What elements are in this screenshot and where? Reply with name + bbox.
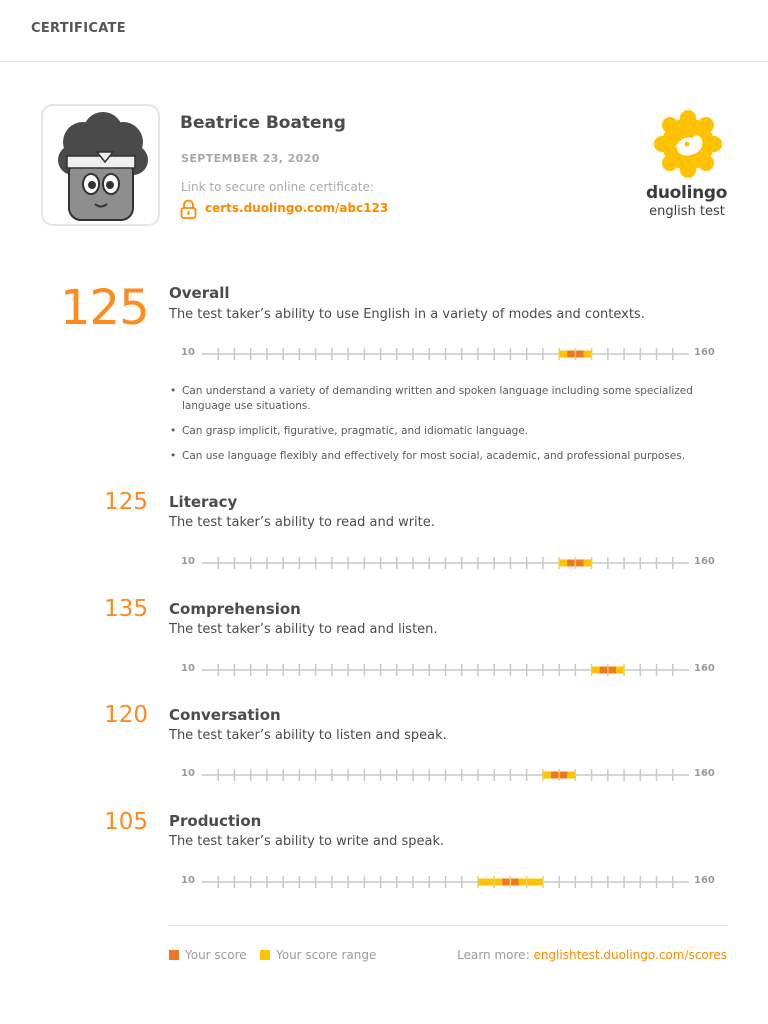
scale-max-label: 160 xyxy=(694,663,715,674)
literacy-score: 125 xyxy=(104,489,148,515)
scale-graphic xyxy=(181,660,721,680)
conversation-score-scale xyxy=(181,765,721,785)
comprehension-description: The test taker’s ability to read and listen. xyxy=(169,622,438,637)
your-score-swatch xyxy=(169,950,179,960)
scale-max-label: 160 xyxy=(694,768,715,779)
certificate-label: CERTIFICATE xyxy=(31,21,126,36)
overall-title: Overall xyxy=(169,284,230,302)
your-range-swatch xyxy=(260,950,270,960)
production-score: 105 xyxy=(104,809,148,835)
scale-min-label: 10 xyxy=(181,768,195,779)
lock-icon xyxy=(180,199,197,223)
duolingo-logo-icon xyxy=(654,110,722,178)
scale-min-label: 10 xyxy=(181,875,195,886)
descriptor-item: • Can use language flexibly and effectively for most social, academic, and professional purposes. xyxy=(170,449,730,464)
avatar xyxy=(41,104,160,226)
conversation-score: 120 xyxy=(104,702,148,728)
conversation-title: Conversation xyxy=(169,706,281,724)
descriptor-item: • Can grasp implicit, figurative, pragmatic, and idiomatic language. xyxy=(170,424,730,439)
top-bar xyxy=(0,0,768,62)
scale-graphic xyxy=(181,553,721,573)
comprehension-score-scale xyxy=(181,660,721,680)
literacy-title: Literacy xyxy=(169,493,238,511)
comprehension-title: Comprehension xyxy=(169,600,301,618)
footer-divider xyxy=(169,925,727,926)
production-description: The test taker’s ability to write and speak. xyxy=(169,834,445,849)
comprehension-score: 135 xyxy=(104,596,148,622)
scale-min-label: 10 xyxy=(181,556,195,567)
certificate-link-label: Link to secure online certificate: xyxy=(181,180,374,194)
scale-graphic xyxy=(181,872,721,892)
scale-graphic xyxy=(181,344,721,364)
scale-max-label: 160 xyxy=(694,556,715,567)
scale-min-label: 10 xyxy=(181,347,195,358)
candidate-name: Beatrice Boateng xyxy=(180,113,346,133)
learn-more-link[interactable]: englishtest.duolingo.com/scores xyxy=(533,948,727,962)
literacy-description: The test taker’s ability to read and write. xyxy=(169,515,435,530)
scale-max-label: 160 xyxy=(694,875,715,886)
learn-more-label: Learn more: xyxy=(457,948,530,962)
test-date: SEPTEMBER 23, 2020 xyxy=(181,152,320,165)
logo-subtitle: english test xyxy=(649,204,725,219)
scale-graphic xyxy=(181,765,721,785)
certificate-link[interactable]: certs.duolingo.com/abc123 xyxy=(205,201,389,215)
conversation-description: The test taker’s ability to listen and speak. xyxy=(169,728,447,743)
descriptor-item: • Can understand a variety of demanding written and spoken language including some specialized language use situations. xyxy=(170,384,730,414)
overall-score-scale xyxy=(181,344,721,364)
learn-more xyxy=(457,948,727,962)
overall-descriptors xyxy=(170,384,730,474)
overall-description: The test taker’s ability to use English in a variety of modes and contexts. xyxy=(169,307,645,322)
production-title: Production xyxy=(169,812,262,830)
legend-your-range: Your score range xyxy=(276,948,377,962)
legend-your-score: Your score xyxy=(185,948,247,962)
overall-score: 125 xyxy=(60,280,149,336)
logo-wordmark: duolingo xyxy=(646,183,728,203)
scale-max-label: 160 xyxy=(694,347,715,358)
literacy-score-scale xyxy=(181,553,721,573)
scale-min-label: 10 xyxy=(181,663,195,674)
production-score-scale xyxy=(181,872,721,892)
avatar-illustration xyxy=(53,112,149,222)
